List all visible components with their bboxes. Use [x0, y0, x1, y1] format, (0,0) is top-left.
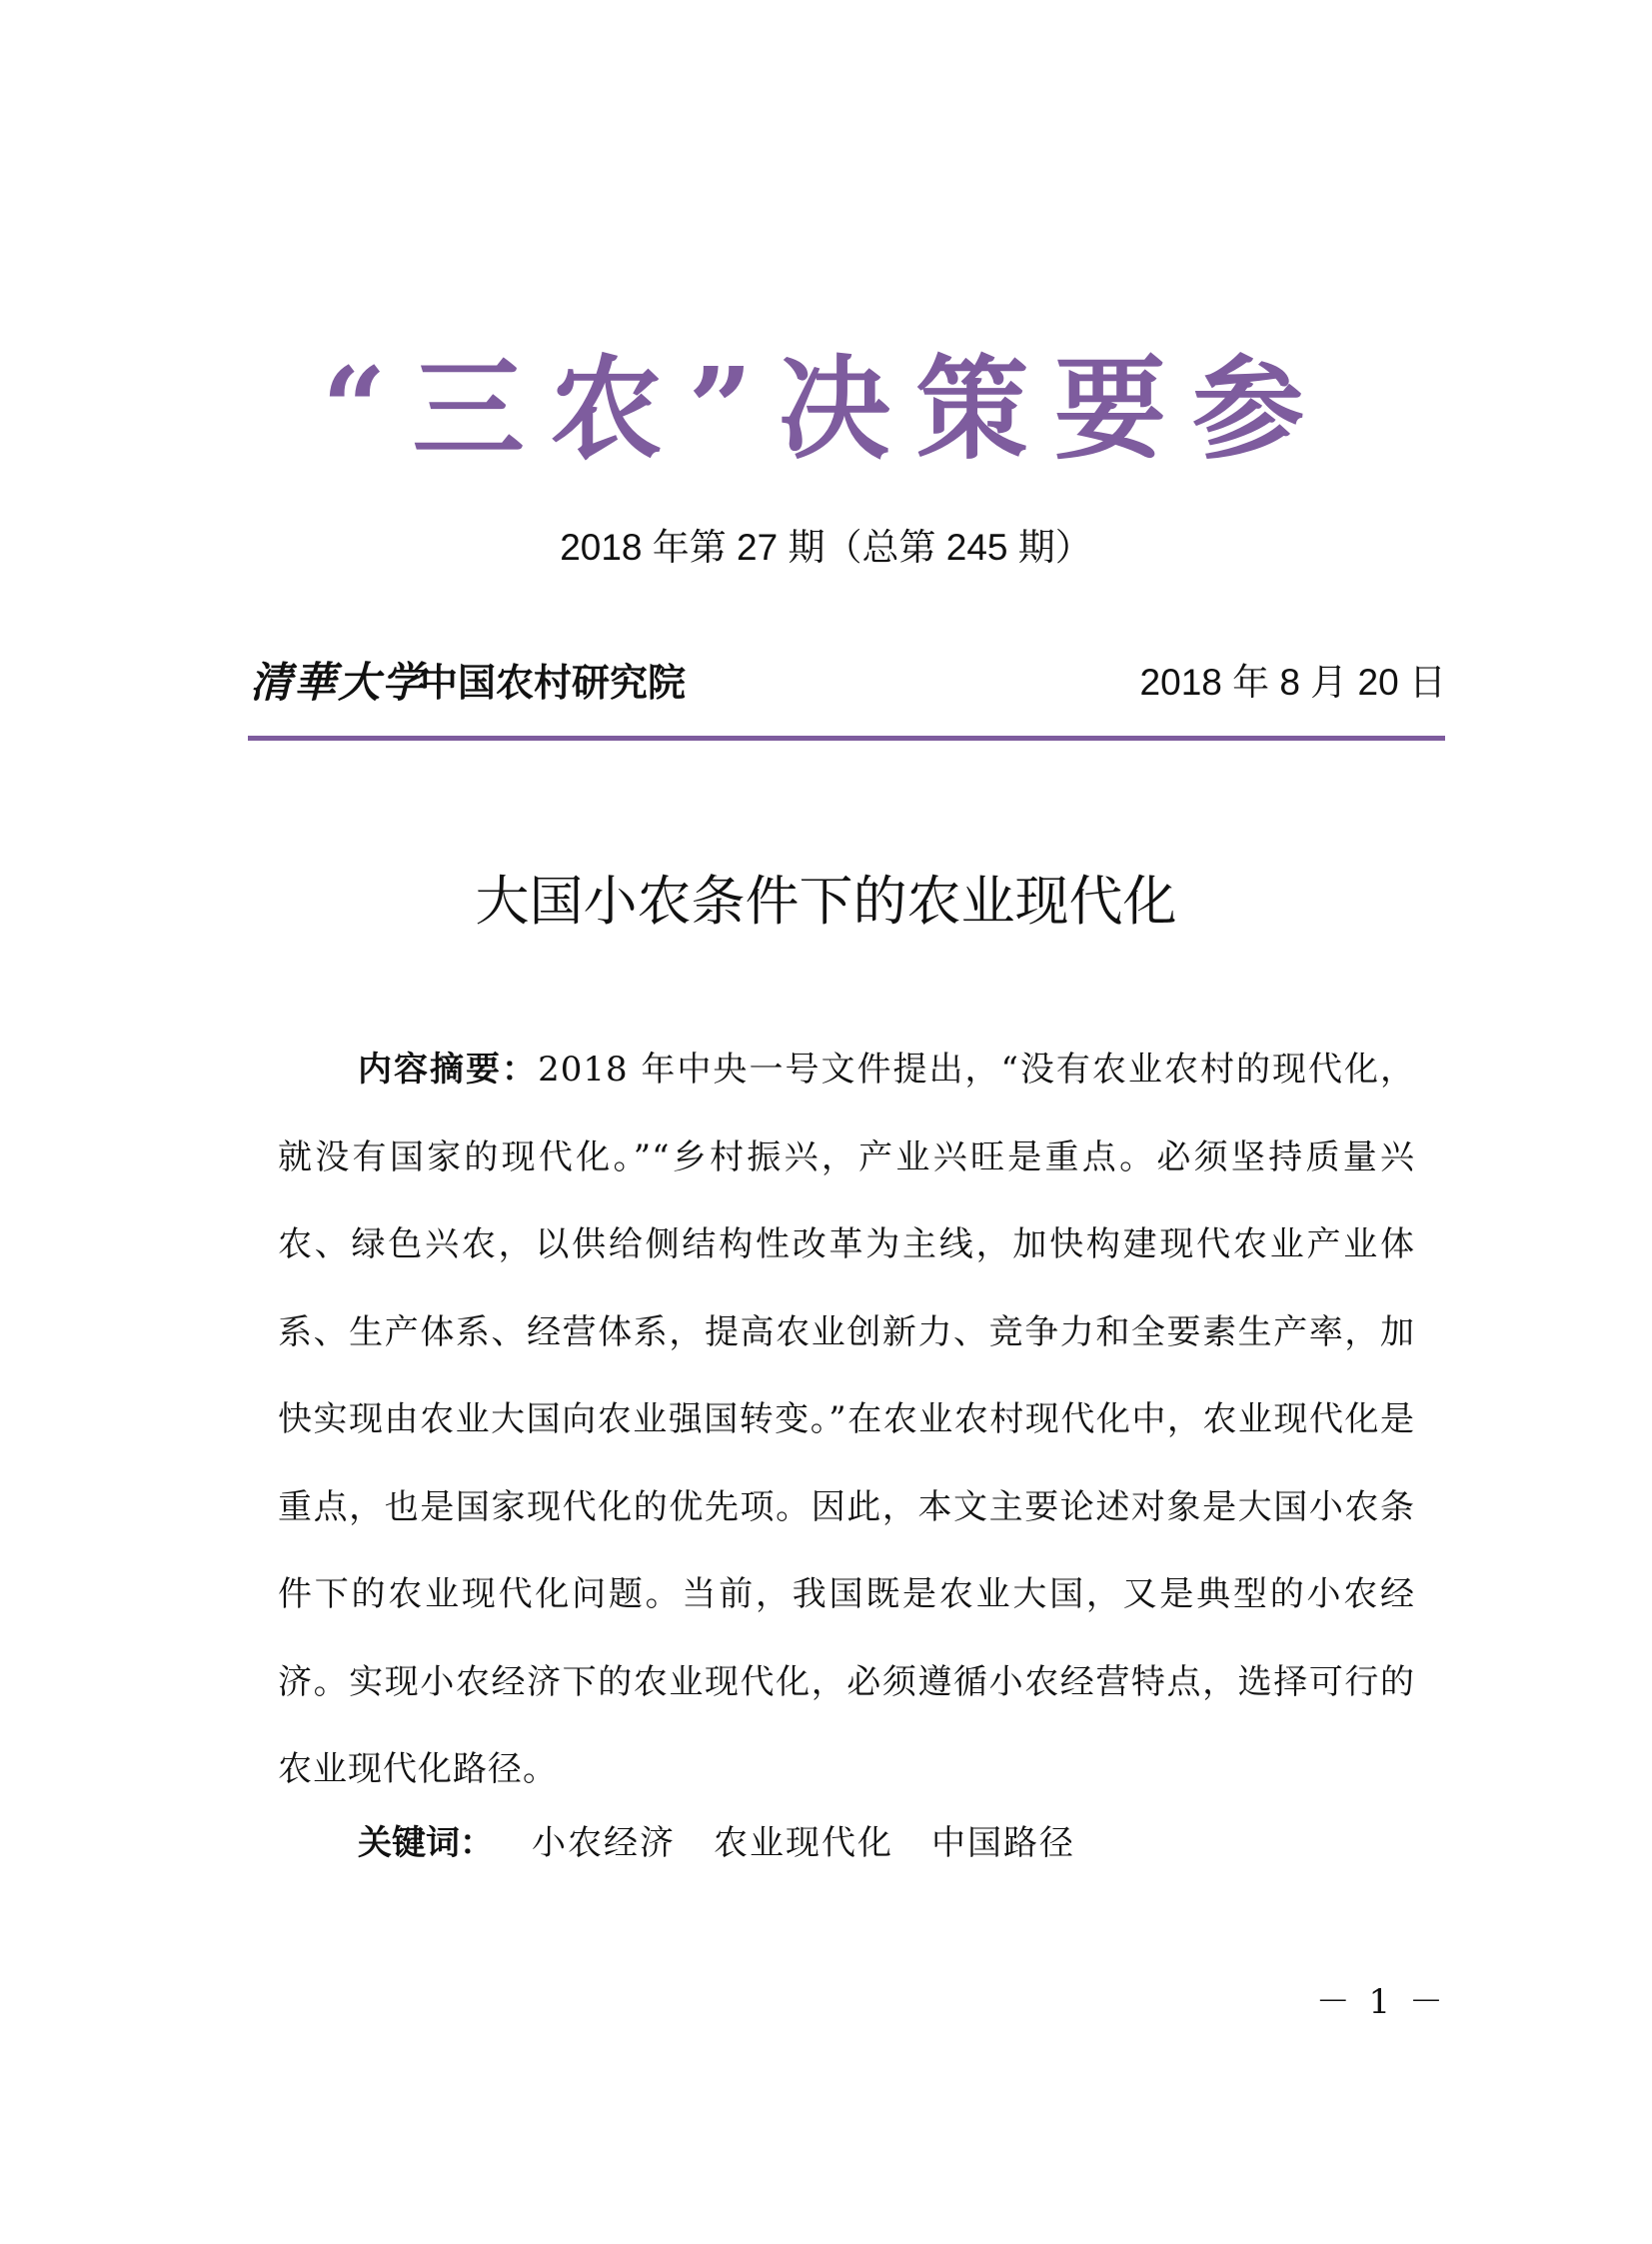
page-number: － 1 － [1315, 1982, 1447, 2022]
abstract-paragraph [278, 1027, 1415, 1814]
institution-name: 中国农村研究院 [420, 660, 687, 705]
header-divider [248, 736, 1445, 741]
abstract-text: 2018 年中央一号文件提出，“没有农业农村的现代化，就没有国家的现代化。”“乡村振兴，产业兴旺是重点。必须坚持质量兴农、绿色兴农，以供给侧结构性改革为主线，加快构建现代农业产业体系、生产体系、经营体系，提高农业创新力、竞争力和全要素生产率，加快实现由农业大国向农业强国转变。”在农业农村现代化中，农业现代化是重点，也是国家现代化的优先项。因此，本文主要论述对象是大国小农条件下的农业现代化问题。当前，我国既是农业大国，又是典型的小农经济。实现小农经济下的农业现代化，必须遵循小农经营特点，选择可行的农业现代化路径。 [278, 1050, 1416, 1789]
publication-date: 2018 年 8 月 20 日 [1139, 662, 1446, 703]
keyword-item: 小农经济 [532, 1823, 676, 1863]
issue-number: 2018 年第 27 期（总第 245 期） [560, 527, 1092, 568]
institution-logo: 清華大学 [250, 658, 427, 707]
keyword-item: 农业现代化 [714, 1823, 893, 1863]
article-title: 大国小农条件下的农业现代化 [475, 870, 1177, 933]
abstract-label: 内容摘要： [358, 1050, 539, 1090]
keyword-item: 中国路径 [931, 1823, 1075, 1863]
keywords-line [358, 1807, 1075, 1879]
keywords-label: 关键词： [358, 1823, 494, 1863]
masthead-title: “三农”决策要参 [322, 344, 1330, 475]
